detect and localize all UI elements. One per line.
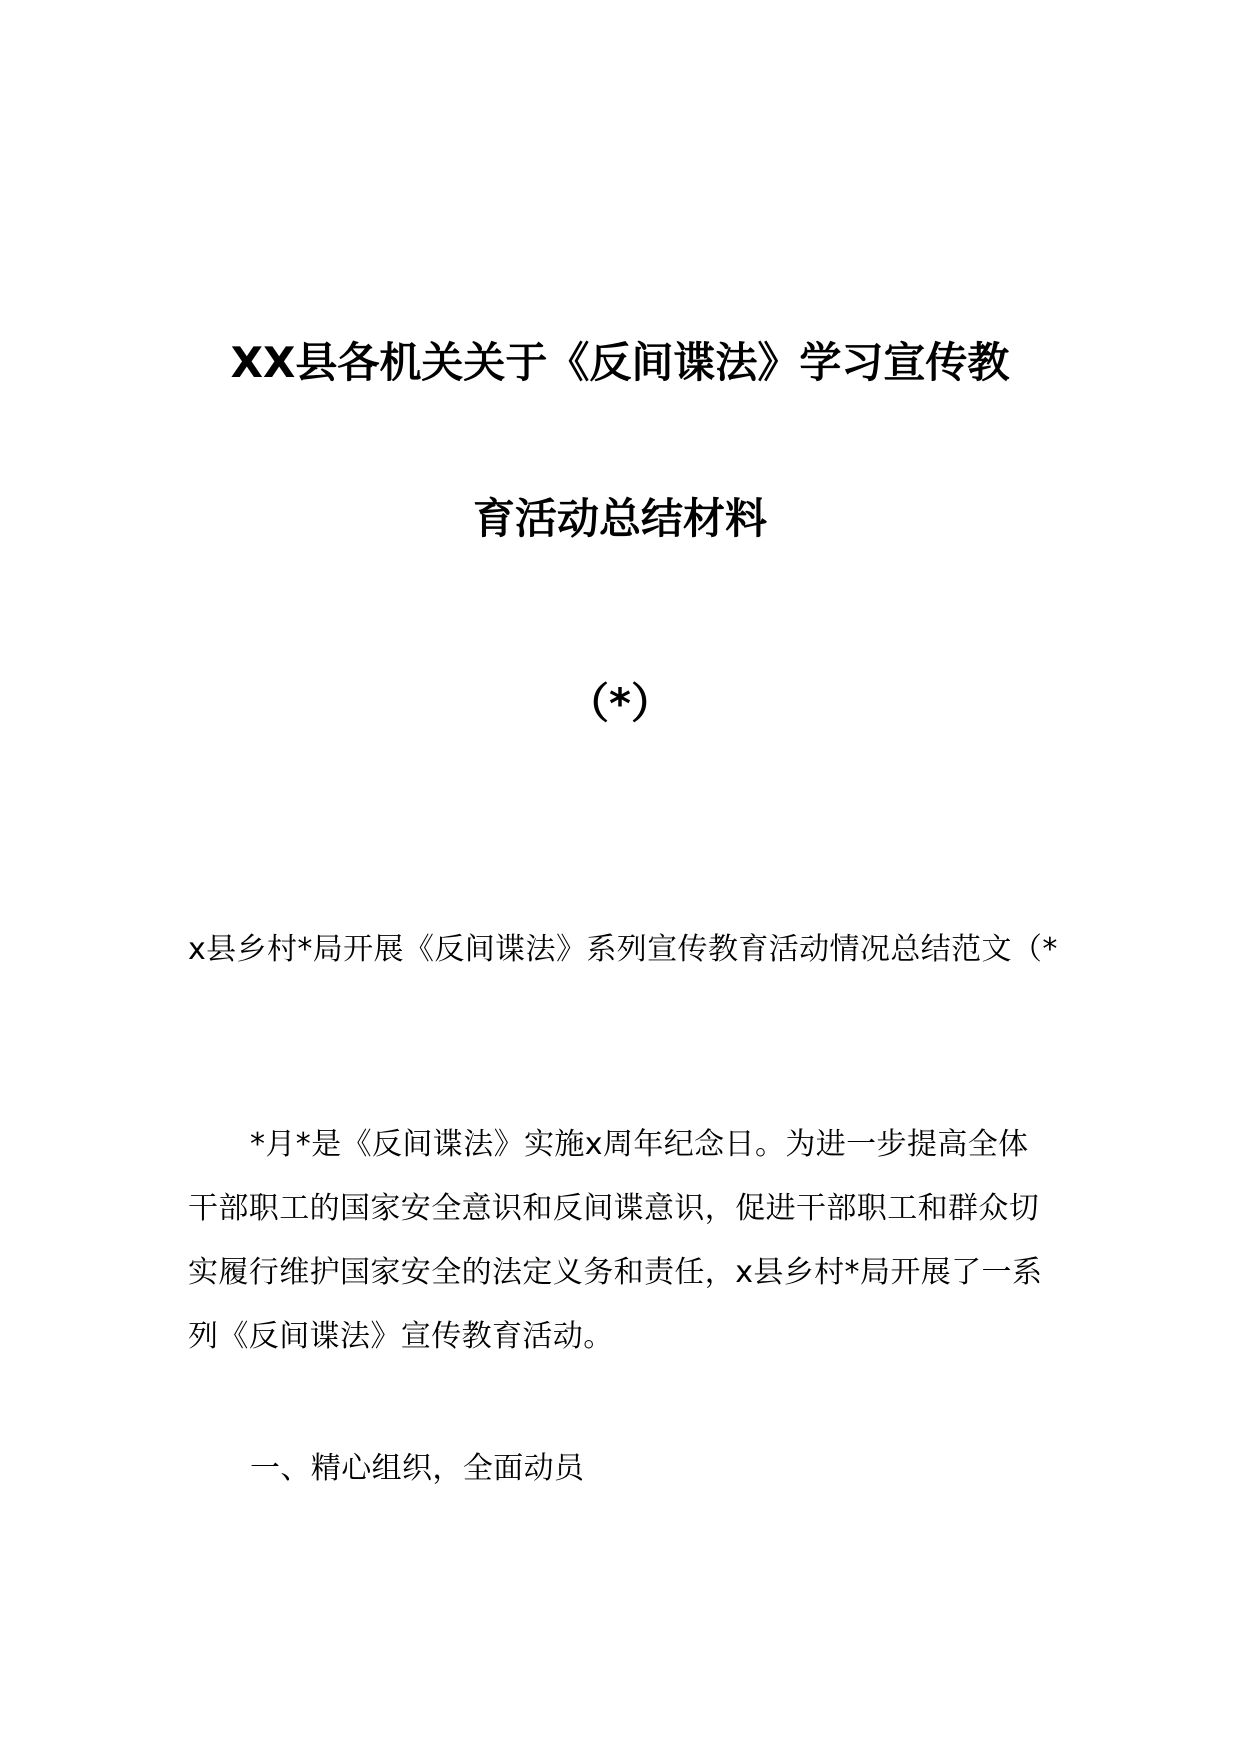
document-title-line-1: XX县各机关关于《反间谍法》学习宣传教 xyxy=(230,338,1010,387)
subtitle: x县乡村*局开展《反间谍法》系列宣传教育活动情况总结范文（* xyxy=(188,932,1058,967)
document-title-line-2: 育活动总结材料 xyxy=(472,494,767,543)
body-paragraph: *月*是《反间谍法》实施x周年纪念日。为进一步提高全体干部职工的国家安全意识和反间谍意识，促进干部职工和群众切实履行维护国家安全的法定义务和责任，x县乡村*局开展了一系列《反间谍法》宣传教育活动。 xyxy=(188,1127,1043,1354)
section-heading: 一、精心组织，全面动员 xyxy=(250,1451,585,1486)
document-title-line-3: （*） xyxy=(567,679,673,728)
